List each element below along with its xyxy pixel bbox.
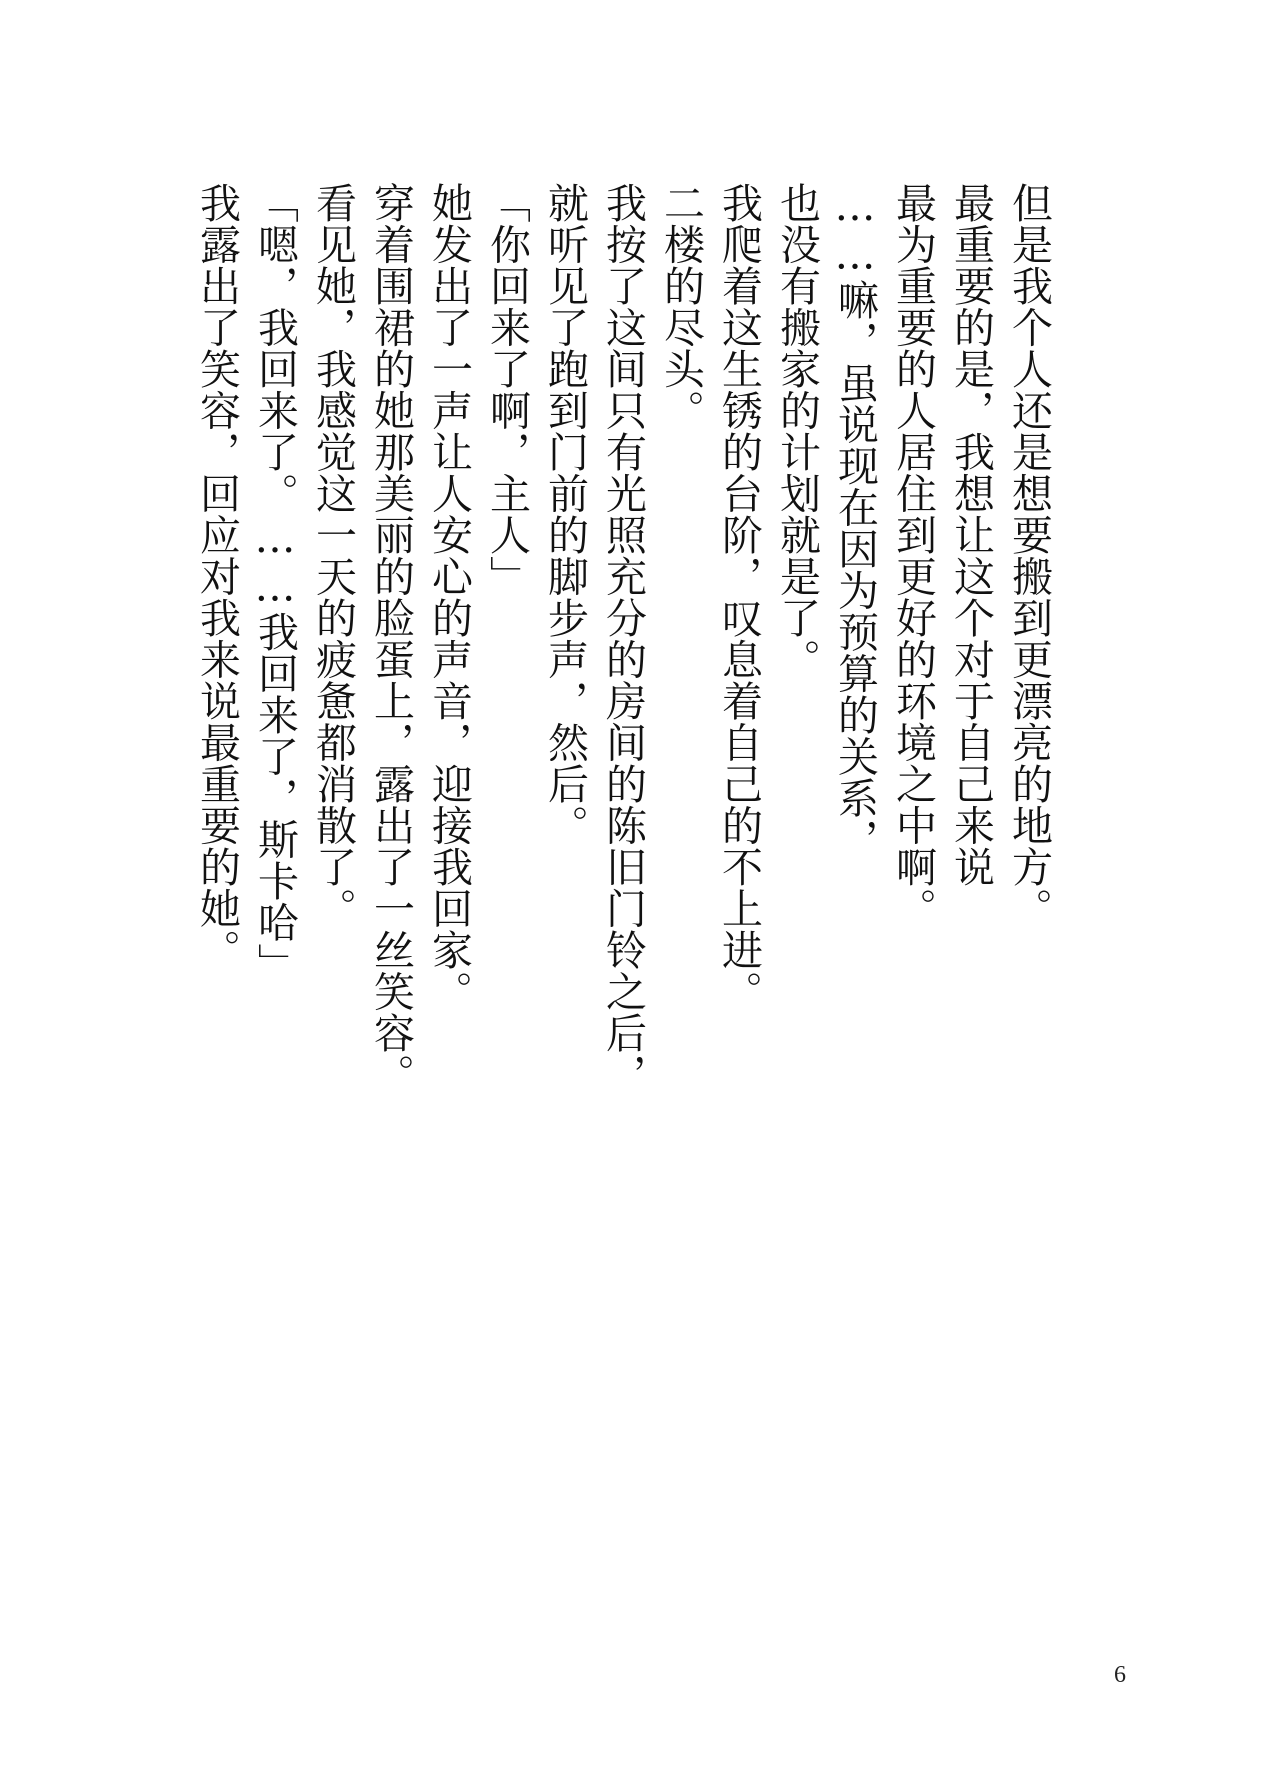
text-line: 我爬着这生锈的台阶，叹息着自己的不上进。 bbox=[715, 182, 763, 1012]
text-line: 「嗯，我回来了。……我回来了，斯卡哈」 bbox=[251, 182, 299, 985]
text-line: 二楼的尽头。 bbox=[657, 182, 705, 431]
text-line: ……嘛，虽说现在因为预算的关系， bbox=[831, 182, 879, 860]
text-line: 也没有搬家的计划就是了。 bbox=[773, 182, 821, 680]
text-line: 就听见了跑到门前的脚步声，然后。 bbox=[541, 182, 589, 846]
text-line: 我按了这间只有光照充分的房间的陈旧门铃之后， bbox=[599, 182, 647, 1095]
vertical-text-body bbox=[188, 182, 1058, 1102]
text-line: 穿着围裙的她那美丽的脸蛋上，露出了一丝笑容。 bbox=[367, 182, 415, 1095]
text-line: 最重要的是，我想让这个对于自己来说 bbox=[947, 182, 995, 888]
text-line: 最为重要的人居住到更好的环境之中啊。 bbox=[889, 182, 937, 929]
text-line: 看见她，我感觉这一天的疲惫都消散了。 bbox=[309, 182, 357, 929]
text-line: 她发出了一声让人安心的声音，迎接我回家。 bbox=[425, 182, 473, 1012]
text-line: 但是我个人还是想要搬到更漂亮的地方。 bbox=[1005, 182, 1053, 929]
text-line: 「你回来了啊，主人」 bbox=[483, 182, 531, 597]
text-line: 我露出了笑容，回应对我来说最重要的她。 bbox=[193, 182, 241, 971]
page-number: 6 bbox=[1114, 1662, 1126, 1688]
